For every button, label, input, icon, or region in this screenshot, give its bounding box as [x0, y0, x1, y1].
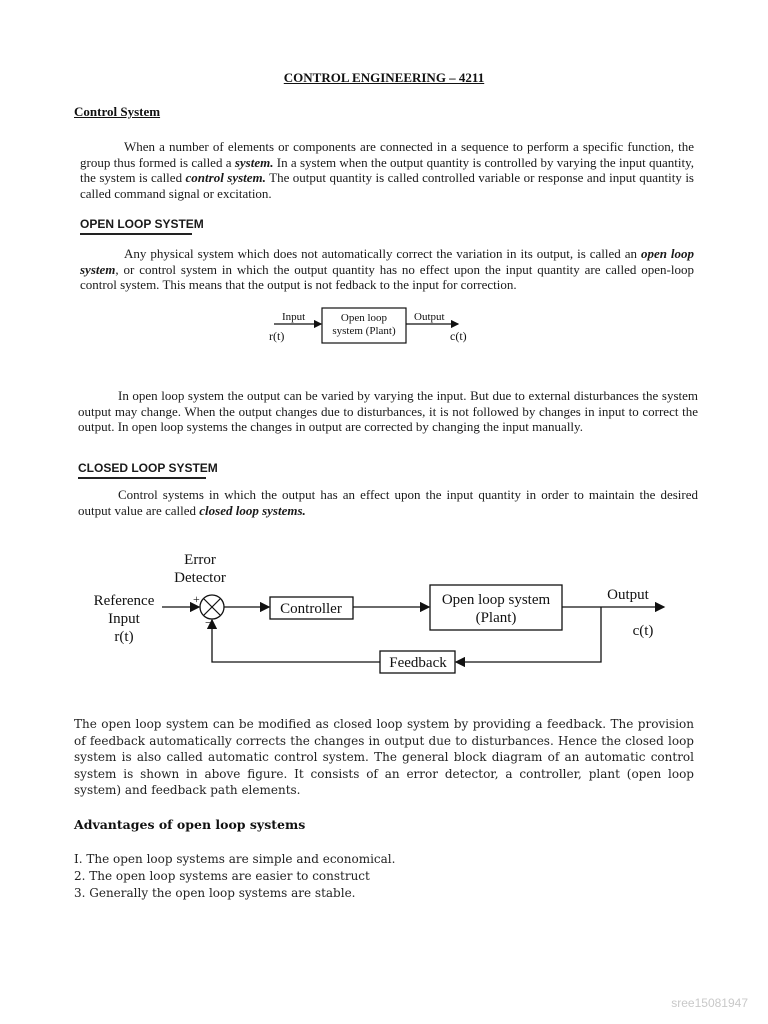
closed-loop-paragraph — [78, 487, 698, 518]
watermark: sree15081947 — [671, 996, 748, 1010]
cl-text-1: Control systems in which the output has an effect upon the input quantity in order to maintain the desired output value are called — [78, 487, 698, 518]
closed-loop-heading-text: CLOSED LOOP SYSTEM — [78, 461, 218, 475]
cl-feedback-label: Feedback — [389, 655, 447, 671]
term-control-system: control system. — [185, 170, 266, 185]
open-loop-paragraph-2 — [78, 388, 698, 435]
cl-plant-line1: Open loop system — [441, 592, 551, 608]
advantage-item: I. The open loop systems are simple and economical. — [74, 852, 396, 866]
ol-text-1: Any physical system which does not automatically correct the variation in its output, is called an — [124, 246, 641, 261]
cs-text-1: When a number of elements or components are connected in a sequence to perform a specific function, the group thus formed is called a — [80, 139, 694, 170]
cl-plant-line2: (Plant) — [475, 610, 517, 626]
cs-text-2: In a system when the output quantity is controlled by varying the input quantity, the system is called — [80, 154, 695, 185]
document-title: CONTROL ENGINEERING – 4211 — [283, 70, 485, 85]
cl-minus-sign: − — [205, 615, 213, 630]
advantages-list — [74, 851, 395, 902]
ol-input-label: Input — [282, 311, 306, 323]
cl-output-label: Output — [607, 587, 649, 603]
open-loop-heading-text: OPEN LOOP SYSTEM — [80, 217, 204, 231]
ol-text-2: , or control system in which the output quantity has no effect upon the input quantity are called open-loop control system. This means that the output is not fedback to the input for correction. — [80, 261, 694, 292]
open-loop-heading-underline — [80, 233, 192, 235]
cl-ref-label-1: Reference — [93, 593, 155, 609]
cl-error-label-1: Error — [184, 552, 216, 568]
cl-feedback-path-out — [212, 620, 380, 662]
open-loop-paragraph — [80, 246, 694, 293]
term-open-loop-system: open loop system — [80, 246, 694, 277]
advantages-heading: Advantages of open loop systems — [74, 817, 306, 832]
cs-text-3: The output quantity is called controlled variable or response and input quantity is called command signal or excitation. — [80, 170, 694, 201]
closed-loop-heading-underline — [78, 477, 206, 479]
open-loop-heading — [80, 217, 204, 235]
closed-loop-heading — [78, 461, 218, 479]
ol-output-label: Output — [414, 311, 445, 323]
ol-text-after: In open loop system the output can be varied by varying the input. But due to external disturbances the system output may change. When the output changes due to disturbances, it is not followed by changes in input to correct the output. In open loop systems the changes in output are corrected by changing the input manually. — [78, 388, 698, 434]
term-closed-loop-systems: closed loop systems. — [199, 502, 306, 518]
cl-ref-label-2: Input — [108, 611, 140, 627]
closed-loop-diagram — [80, 545, 700, 675]
control-system-heading: Control System — [74, 104, 161, 119]
ol-input-signal: r(t) — [269, 329, 285, 343]
cl-controller-label: Controller — [280, 601, 342, 617]
cl-error-label-2: Detector — [174, 570, 226, 586]
advantage-item: 3. Generally the open loop systems are stable. — [74, 886, 356, 900]
cl-output-signal: c(t) — [632, 623, 654, 639]
open-loop-diagram — [260, 304, 480, 348]
ol-output-signal: c(t) — [450, 329, 467, 343]
term-system: system. — [234, 154, 274, 170]
advantage-item: 2. The open loop systems are easier to construct — [74, 869, 370, 883]
ol-plant-line1: Open loop — [340, 312, 388, 324]
cl-plus-sign: + — [193, 592, 200, 606]
closed-loop-explanation: The open loop system can be modified as closed loop system by providing a feedback. The provision of feedback automatically corrects the changes in output due to disturbances. Hence the closed loop system is also called automatic control system. The general block diagram of an automatic control system is shown in above figure. It consists of an error detector, a controller, plant (open loop system) and feedback path elements. — [74, 717, 694, 798]
cl-ref-signal: r(t) — [114, 629, 134, 645]
ol-plant-line2: system (Plant) — [332, 325, 396, 337]
control-system-paragraph — [80, 139, 694, 201]
